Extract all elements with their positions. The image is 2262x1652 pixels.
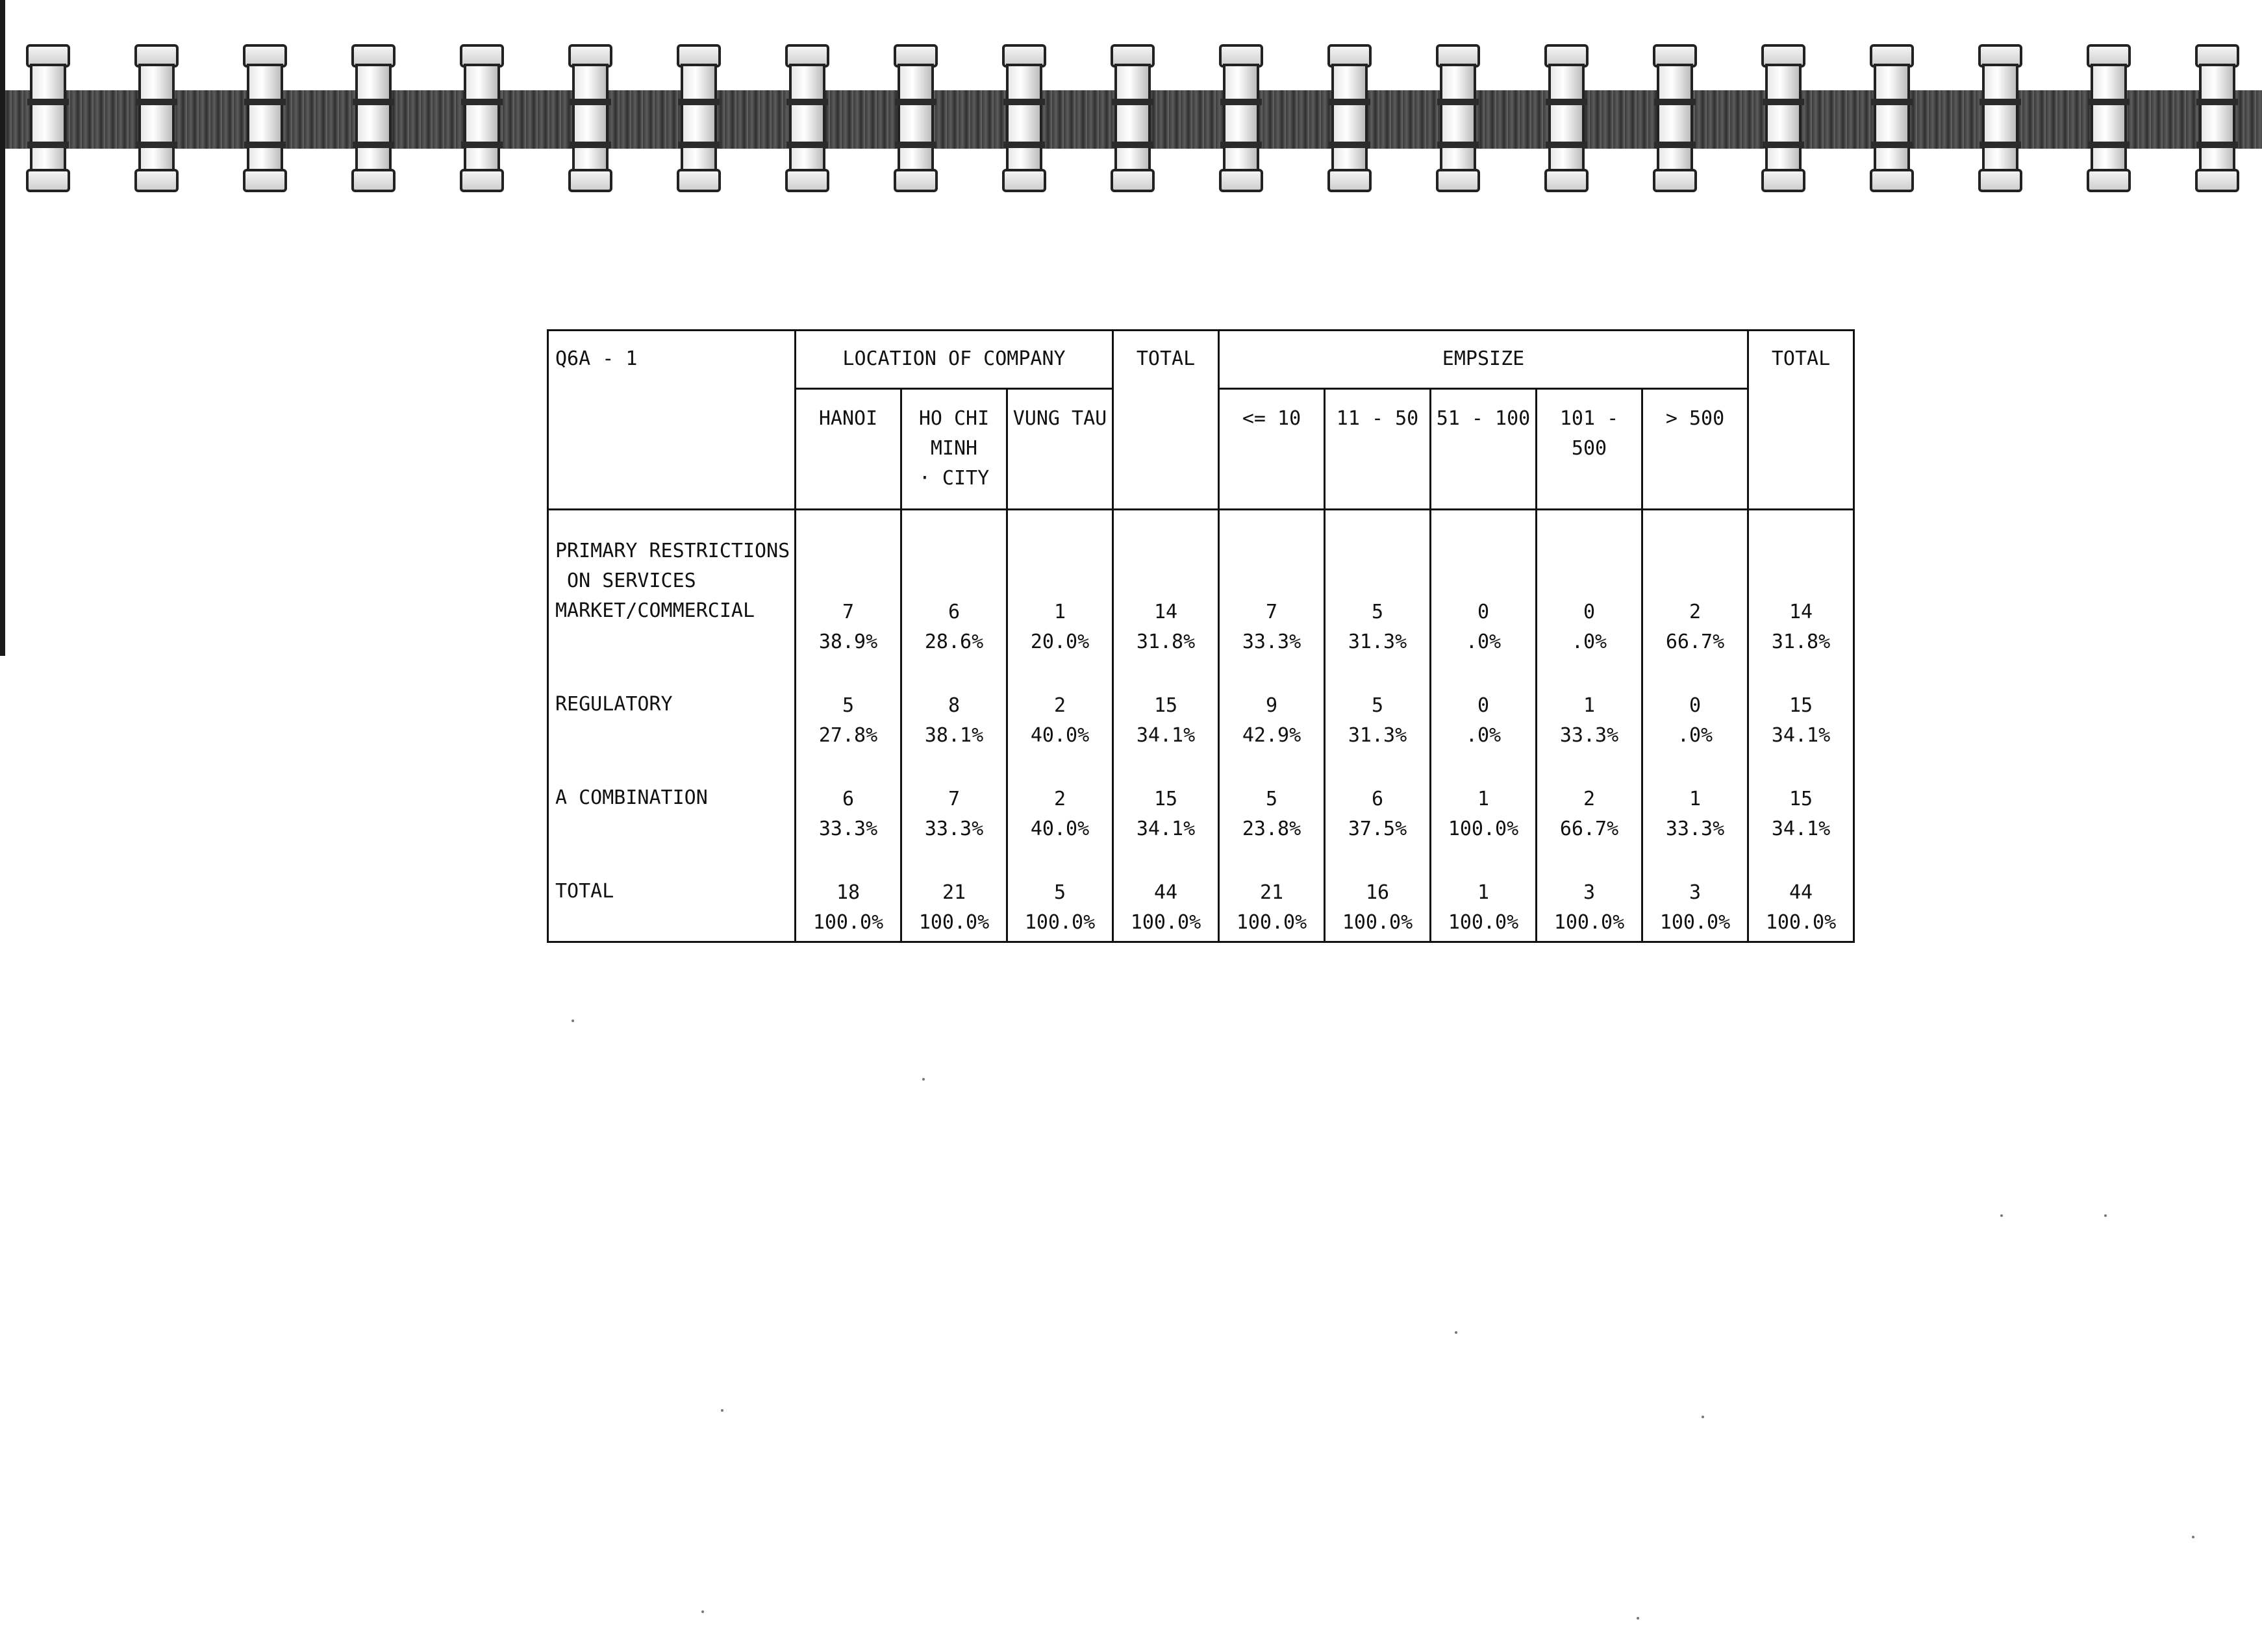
cell-count: 7	[1265, 601, 1278, 623]
cell-count: 2	[1583, 788, 1596, 810]
scan-speck	[2000, 1214, 2003, 1217]
spiral-binding	[0, 44, 2262, 206]
col-ho-chi-minh-city: HO CHI MINH · CITY	[901, 389, 1007, 510]
cell-count: 14	[1789, 601, 1813, 623]
binding-coil	[894, 44, 938, 192]
cell-count: 15	[1153, 694, 1178, 717]
data-col	[1007, 510, 1113, 942]
data-col	[1325, 510, 1431, 942]
cell-count: 16	[1365, 881, 1390, 904]
scan-speck	[922, 1078, 925, 1081]
cell-count: 6	[1371, 788, 1384, 810]
data-col	[901, 510, 1007, 942]
scan-speck	[1637, 1617, 1639, 1620]
cell-count: 44	[1789, 881, 1813, 904]
binding-coil	[2087, 44, 2131, 192]
cell-count: 5	[1053, 881, 1066, 904]
cell-count: 15	[1153, 788, 1178, 810]
binding-coil	[677, 44, 721, 192]
cell-count: 6	[948, 601, 961, 623]
cell-percent: 38.1%	[924, 724, 984, 747]
col-11-50: 11 - 50	[1325, 389, 1431, 510]
header-empsize: EMPSIZE	[1219, 331, 1748, 389]
binding-coil	[243, 44, 287, 192]
cell-percent: 33.3%	[1242, 631, 1301, 653]
scan-speck	[572, 1020, 574, 1022]
cell-percent: 100.0%	[1765, 911, 1837, 934]
binding-coil	[1761, 44, 1805, 192]
binding-coil	[568, 44, 612, 192]
cell-percent: 100.0%	[1236, 911, 1307, 934]
cell-percent: 38.9%	[818, 631, 878, 653]
table-stub-title: Q6A - 1	[548, 331, 796, 510]
cell-count: 0	[1689, 694, 1702, 717]
cell-count: 0	[1477, 694, 1490, 717]
binding-coil	[1653, 44, 1697, 192]
cell-percent: 42.9%	[1242, 724, 1301, 747]
scan-speck	[1455, 1331, 1457, 1334]
cell-percent: 100.0%	[812, 911, 884, 934]
cell-count: 8	[948, 694, 961, 717]
data-col	[1431, 510, 1537, 942]
cell-count: 3	[1583, 881, 1596, 904]
cell-count: 1	[1583, 694, 1596, 717]
cell-percent: .0%	[1571, 631, 1607, 653]
cell-count: 5	[1371, 601, 1384, 623]
scan-speck	[2104, 1214, 2107, 1217]
cell-count: 6	[842, 788, 855, 810]
binding-coil	[134, 44, 179, 192]
cell-count: 21	[942, 881, 966, 904]
cell-percent: 27.8%	[818, 724, 878, 747]
cell-percent: .0%	[1677, 724, 1713, 747]
cell-count: 0	[1583, 601, 1596, 623]
col-gt-500: > 500	[1642, 389, 1748, 510]
cell-percent: 100.0%	[1024, 911, 1096, 934]
cell-percent: 33.3%	[924, 818, 984, 840]
cell-percent: 33.3%	[1559, 724, 1619, 747]
cell-count: 2	[1689, 601, 1702, 623]
cell-count: 9	[1265, 694, 1278, 717]
cell-count: 2	[1053, 694, 1066, 717]
binding-coil	[1002, 44, 1046, 192]
cell-count: 15	[1789, 788, 1813, 810]
page-edge-shadow	[0, 0, 5, 656]
cell-percent: 100.0%	[918, 911, 990, 934]
cell-percent: 33.3%	[818, 818, 878, 840]
section-label-line-1: PRIMARY RESTRICTIONS	[555, 540, 790, 562]
cell-count: 7	[842, 601, 855, 623]
cell-percent: 33.3%	[1665, 818, 1725, 840]
cell-percent: 40.0%	[1030, 724, 1090, 747]
cell-percent: .0%	[1465, 724, 1502, 747]
binding-coil	[785, 44, 829, 192]
cell-percent: 100.0%	[1448, 911, 1519, 934]
cell-percent: 40.0%	[1030, 818, 1090, 840]
binding-coil	[2195, 44, 2239, 192]
data-col	[796, 510, 901, 942]
binding-coil	[1978, 44, 2022, 192]
cell-percent: 66.7%	[1559, 818, 1619, 840]
cell-count: 2	[1053, 788, 1066, 810]
cell-percent: 28.6%	[924, 631, 984, 653]
cell-percent: 34.1%	[1136, 724, 1196, 747]
data-col	[1748, 510, 1854, 942]
cell-count: 1	[1689, 788, 1702, 810]
section-label-line-2: ON SERVICES	[555, 569, 696, 592]
cell-count: 7	[948, 788, 961, 810]
cell-percent: 100.0%	[1448, 818, 1519, 840]
cell-percent: 34.1%	[1771, 818, 1831, 840]
cell-count: 18	[836, 881, 861, 904]
scan-speck	[2192, 1536, 2194, 1538]
cell-count: 1	[1053, 601, 1066, 623]
header-total-1: TOTAL	[1113, 331, 1219, 510]
scan-speck	[721, 1409, 723, 1412]
binding-coil	[1327, 44, 1372, 192]
cell-percent: 100.0%	[1342, 911, 1413, 934]
binding-coil	[26, 44, 70, 192]
cell-percent: 31.3%	[1348, 724, 1407, 747]
data-col	[1537, 510, 1642, 942]
binding-coil	[1544, 44, 1589, 192]
cell-count: 0	[1477, 601, 1490, 623]
cell-percent: 31.3%	[1348, 631, 1407, 653]
cell-percent: 100.0%	[1130, 911, 1201, 934]
cell-count: 3	[1689, 881, 1702, 904]
col-vung-tau: VUNG TAU	[1007, 389, 1113, 510]
row-label-regulatory: REGULATORY	[555, 693, 673, 716]
cell-count: 5	[842, 694, 855, 717]
data-col	[1113, 510, 1219, 942]
binding-coil	[1436, 44, 1480, 192]
cell-count: 1	[1477, 788, 1490, 810]
cell-percent: 100.0%	[1659, 911, 1731, 934]
cell-count: 5	[1371, 694, 1384, 717]
cell-percent: 34.1%	[1136, 818, 1196, 840]
row-label-market-commercial: MARKET/COMMERCIAL	[555, 599, 755, 622]
row-label-a-combination: A COMBINATION	[555, 786, 708, 809]
col-101-500: 101 - 500	[1537, 389, 1642, 510]
cell-count: 44	[1153, 881, 1178, 904]
scan-speck	[701, 1610, 704, 1613]
cell-percent: 20.0%	[1030, 631, 1090, 653]
col-51-100: 51 - 100	[1431, 389, 1537, 510]
crosstab-table	[547, 329, 1855, 943]
cell-percent: 23.8%	[1242, 818, 1301, 840]
cell-percent: 31.8%	[1136, 631, 1196, 653]
cell-percent: 34.1%	[1771, 724, 1831, 747]
binding-coil	[1111, 44, 1155, 192]
header-location-of-company: LOCATION OF COMPANY	[796, 331, 1113, 389]
col-le-10: <= 10	[1219, 389, 1325, 510]
row-label-total: TOTAL	[555, 880, 614, 903]
cell-count: 21	[1259, 881, 1284, 904]
cell-percent: .0%	[1465, 631, 1502, 653]
cell-count: 15	[1789, 694, 1813, 717]
cell-percent: 37.5%	[1348, 818, 1407, 840]
cell-percent: 100.0%	[1553, 911, 1625, 934]
data-col	[1219, 510, 1325, 942]
cell-percent: 66.7%	[1665, 631, 1725, 653]
cell-count: 1	[1477, 881, 1490, 904]
col-hanoi: HANOI	[796, 389, 901, 510]
binding-coil	[351, 44, 396, 192]
binding-coil	[460, 44, 504, 192]
data-col	[1642, 510, 1748, 942]
cell-count: 14	[1153, 601, 1178, 623]
row-labels	[548, 510, 796, 942]
binding-coil	[1219, 44, 1263, 192]
cell-percent: 31.8%	[1771, 631, 1831, 653]
header-total-2: TOTAL	[1748, 331, 1854, 510]
scan-speck	[1702, 1416, 1704, 1418]
binding-coil	[1870, 44, 1914, 192]
cell-count: 5	[1265, 788, 1278, 810]
